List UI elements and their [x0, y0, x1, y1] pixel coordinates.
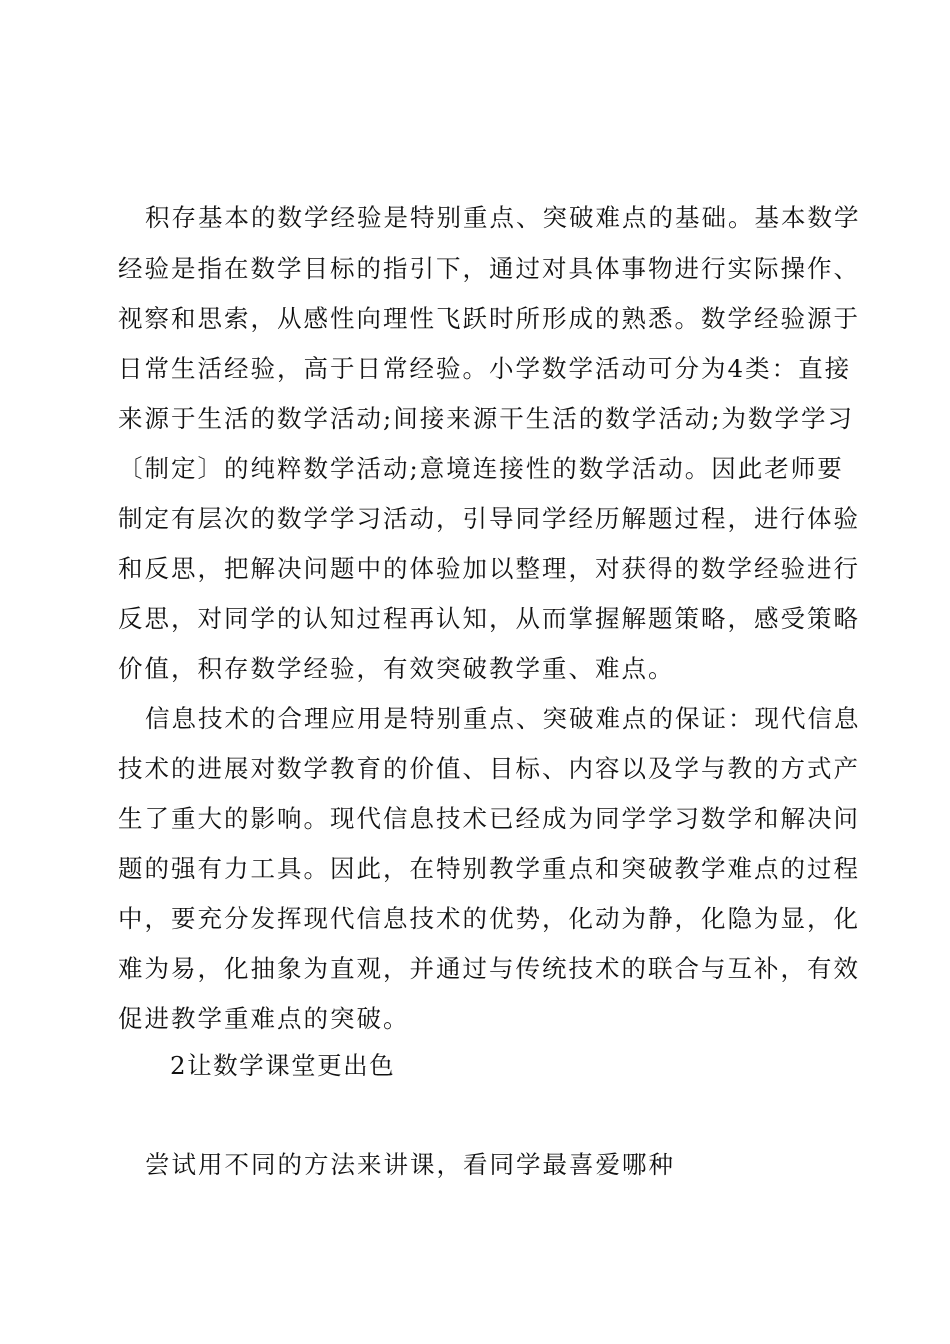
paragraph-3-line-1: 尝试用不同的方法来讲课，看同学最喜爱哪种: [145, 1150, 675, 1179]
paragraph-1-line-6: 〔制定〕的纯粹数学活动;意境连接性的数学活动。因此老师要: [118, 454, 844, 483]
paragraph-1-line-5: 来源于生活的数学活动;间接来源干生活的数学活动;为数学学习: [118, 404, 855, 433]
paragraph-2-line-6: 难为易，化抽象为直观，并通过与传统技术的联合与互补，有效: [118, 954, 860, 983]
paragraph-1-line-8: 和反思，把解决问题中的体验加以整理，对获得的数学经验进行: [118, 554, 860, 583]
section-heading: 2让数学课堂更出色: [170, 1051, 396, 1080]
paragraph-1-line-2: 经验是指在数学目标的指引下，通过对具体事物进行实际操作、: [118, 254, 860, 283]
paragraph-2-line-1: 信息技术的合理应用是特别重点、突破难点的保证：现代信息: [145, 704, 861, 733]
paragraph-1-line-7: 制定有层次的数学学习活动，引导同学经历解题过程，进行体验: [118, 504, 860, 533]
paragraph-2-line-5: 中，要充分发挥现代信息技术的优势，化动为静，化隐为显，化: [118, 904, 860, 933]
paragraph-1-line-1: 积存基本的数学经验是特别重点、突破难点的基础。基本数学: [145, 203, 861, 232]
paragraph-2-line-2: 技术的进展对数学教育的价值、目标、内容以及学与教的方式产: [118, 754, 860, 783]
paragraph-1-line-9: 反思，对同学的认知过程再认知，从而掌握解题策略，感受策略: [118, 604, 860, 633]
paragraph-1-line-4: 日常生活经验，高于日常经验。小学数学活动可分为4类：直接: [118, 354, 852, 383]
paragraph-2-line-7: 促进教学重难点的突破。: [118, 1004, 410, 1033]
paragraph-1-line-3: 视察和思索，从感性向理性飞跃时所形成的熟悉。数学经验源于: [118, 304, 860, 333]
paragraph-2-line-3: 生了重大的影响。现代信息技术已经成为同学学习数学和解决问: [118, 804, 860, 833]
paragraph-2-line-4: 题的强有力工具。因此，在特别教学重点和突破教学难点的过程: [118, 854, 860, 883]
paragraph-1-line-10: 价值，积存数学经验，有效突破教学重、难点。: [118, 654, 675, 683]
